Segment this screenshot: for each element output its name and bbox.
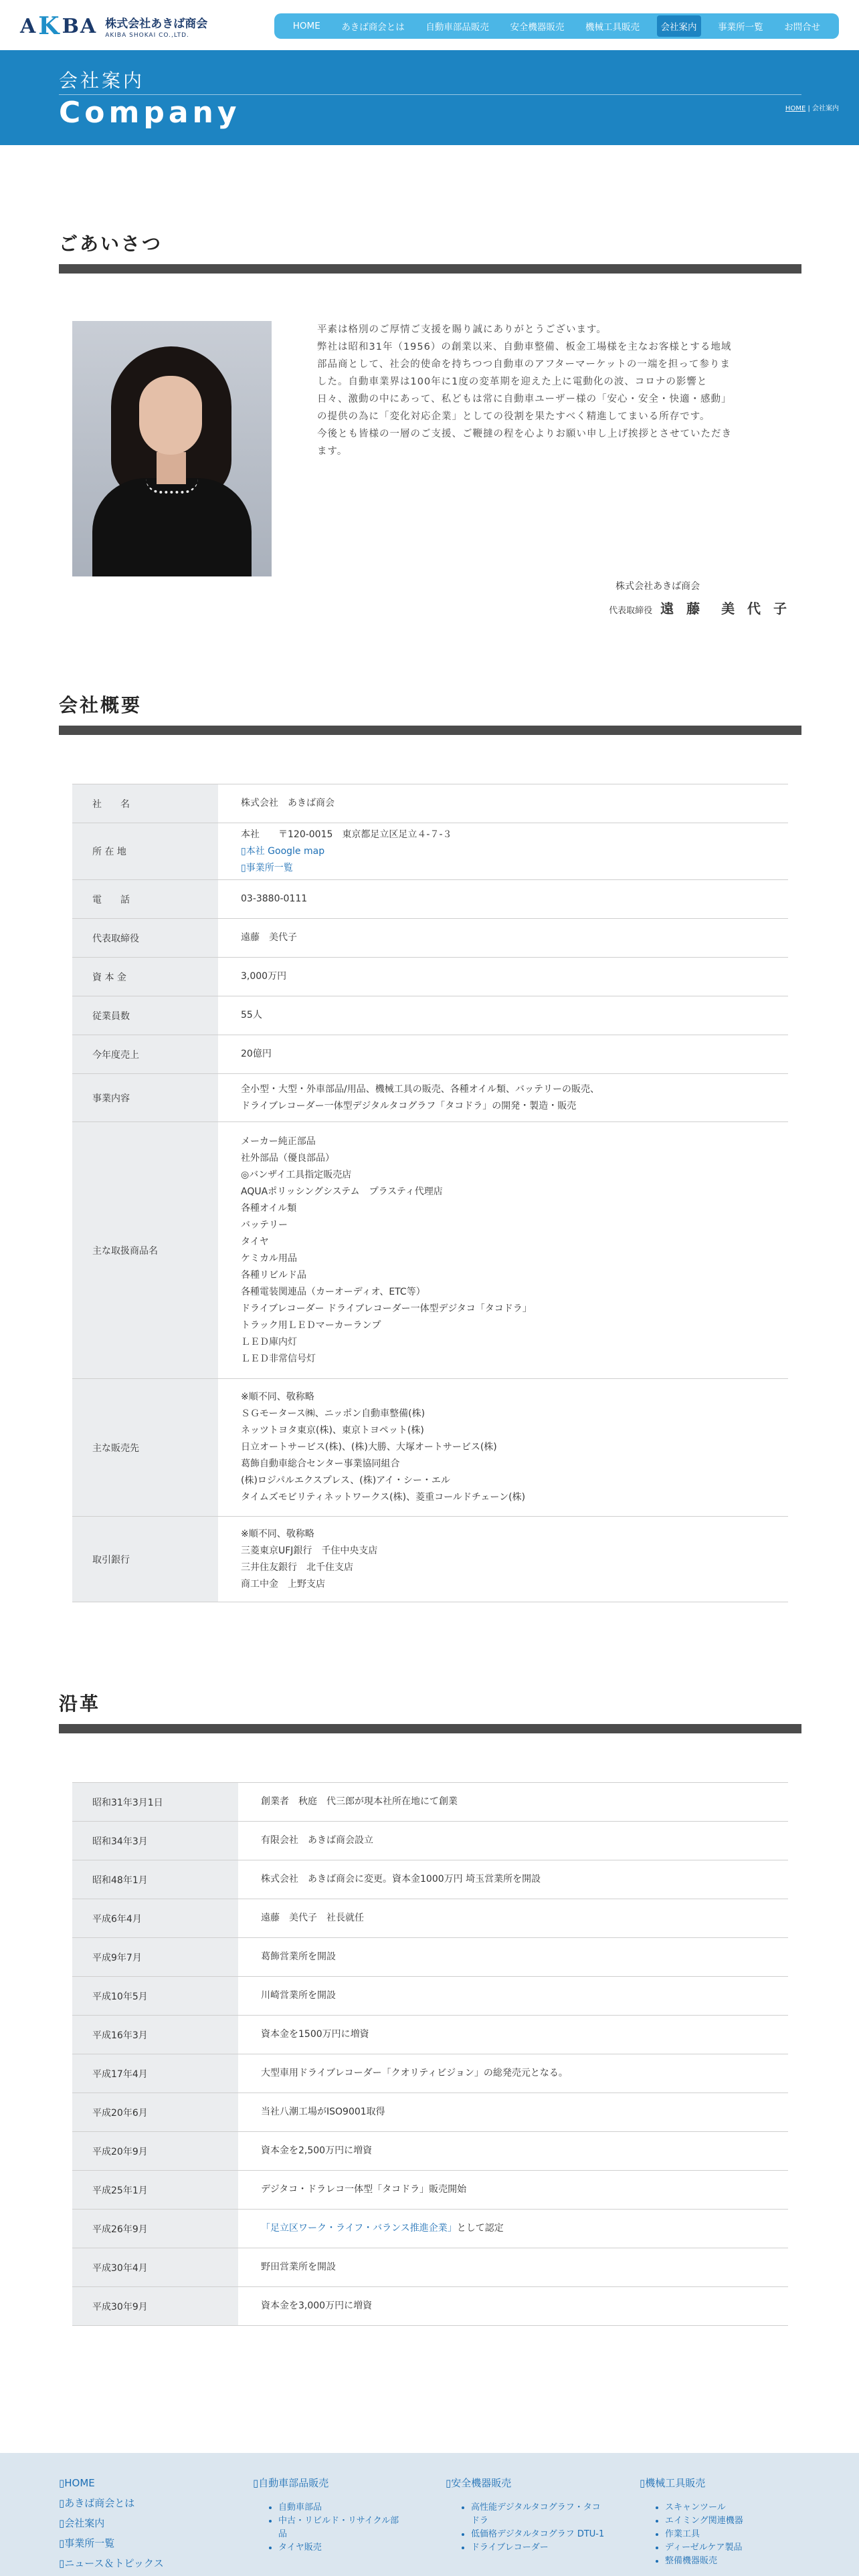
row-header: 所 在 地 <box>72 823 218 879</box>
signature-name: 遠 藤 美 代 子 <box>660 601 791 617</box>
row-header: 社 名 <box>72 784 218 823</box>
row-header: 事業内容 <box>72 1074 218 1121</box>
row-value: 3,000万円 <box>241 971 287 982</box>
site-footer <box>0 2453 859 2576</box>
list-icon: ▯ <box>241 862 246 873</box>
footer-link[interactable]: ▯会社案内 <box>59 2517 105 2529</box>
greeting-message <box>317 321 785 460</box>
history-event: 遠藤 美代子 社長就任 <box>261 1913 364 1923</box>
row-header: 今年度売上 <box>72 1035 218 1073</box>
history-event: 大型車用ドライブレコーダー「クオリティビジョン」の総発売元となる。 <box>261 2068 568 2078</box>
link-icon: ▯ <box>59 2557 65 2569</box>
footer-sub-link[interactable]: • ドライブレコーダー <box>471 2541 606 2555</box>
history-date: 昭和31年3月1日 <box>72 1783 238 1821</box>
breadcrumb <box>785 102 839 112</box>
table-row <box>72 2016 788 2054</box>
footer-link[interactable]: ▯ニュース＆トピックス <box>59 2557 164 2569</box>
history-event: 有限会社 あきば商会設立 <box>261 1835 373 1846</box>
history-date: 平成10年5月 <box>72 1977 238 2015</box>
president-photo <box>72 321 272 576</box>
google-map-link[interactable]: 本社 Google map <box>246 845 325 857</box>
nav-safety-equipment[interactable]: 安全機器販売 <box>510 22 565 33</box>
greeting-line: の提供の為に「変化対応企業」としての役割を果たすべく精進してまいる所存です。 <box>317 411 710 422</box>
nav-machine-tools[interactable]: 機械工具販売 <box>585 22 640 33</box>
table-row <box>72 1783 788 1822</box>
page-title-en: Company <box>59 96 241 130</box>
logo[interactable] <box>20 12 207 40</box>
nav-auto-parts[interactable]: 自動車部品販売 <box>425 22 489 33</box>
table-row <box>72 1035 788 1074</box>
signature-title: 代表取締役 <box>609 606 653 616</box>
footer-link[interactable]: ▯HOME <box>59 2477 95 2489</box>
footer-heading-link[interactable]: ▯安全機器販売 <box>446 2477 512 2489</box>
logo-letter: K <box>38 12 61 40</box>
history-section-title <box>59 1689 801 1733</box>
link-icon: ▯ <box>253 2477 259 2489</box>
section-heading: 沿革 <box>59 1693 101 1715</box>
greeting-line: した。自動車業界は100年に1度の変革期を迎えた上に電動化の波、コロナの影響と <box>317 377 708 387</box>
breadcrumb-current: 会社案内 <box>812 105 839 112</box>
table-row <box>72 1938 788 1977</box>
table-row <box>72 2132 788 2171</box>
footer-sub-link[interactable]: • タイヤ販売 <box>278 2541 407 2555</box>
history-event: 創業者 秋庭 代三郎が現本社所在地にて創業 <box>261 1796 458 1807</box>
company-overview-table <box>72 784 788 1602</box>
nav-home[interactable]: HOME <box>292 21 320 31</box>
footer-col-safety <box>446 2473 606 2555</box>
row-value: 全小型・大型・外車部品/用品、機械工具の販売、各種オイル類、バッテリーの販売、 ドライブレコーダー一体型デジタルタコグラフ「タコドラ」の開発・製造・販売 <box>241 1083 600 1111</box>
row-header: 資 本 金 <box>72 958 218 996</box>
section-divider <box>59 1724 801 1733</box>
greeting-line: ます。 <box>317 446 348 457</box>
table-row <box>72 2210 788 2248</box>
row-value: 03-3880-0111 <box>241 893 308 904</box>
table-row <box>72 2287 788 2326</box>
footer-sub-link[interactable]: • 作業工具 <box>665 2528 800 2541</box>
history-event: 資本金を2,500万円に増資 <box>261 2145 373 2156</box>
row-value: 遠藤 美代子 <box>241 932 297 943</box>
greeting-line: 部品商として、社会的使命を持ちつつ自動車のアフターマーケットの一端を担って参りま <box>317 359 731 370</box>
nav-offices[interactable]: 事業所一覧 <box>718 22 763 33</box>
history-event: 野田営業所を開設 <box>261 2262 336 2272</box>
table-row <box>72 784 788 823</box>
footer-sub-link[interactable]: • 自動車部品 <box>278 2501 407 2514</box>
section-heading: 会社概要 <box>59 694 142 716</box>
row-value: ※順不同、敬称略 三菱東京UFJ銀行 千住中央支店 三井住友銀行 北千住支店 商工中金 上野支店 <box>241 1528 378 1590</box>
section-divider <box>59 264 801 274</box>
history-event-text: として認定 <box>456 2223 504 2234</box>
history-date: 平成30年9月 <box>72 2287 238 2325</box>
row-header: 主な販売先 <box>72 1379 218 1516</box>
table-row <box>72 1899 788 1938</box>
row-value <box>218 823 788 879</box>
history-table <box>72 1782 788 2326</box>
logo-company-name: 株式会社あきば商会 <box>105 17 208 31</box>
greeting-section-title <box>59 229 801 274</box>
table-row <box>72 1074 788 1122</box>
table-row <box>72 1822 788 1860</box>
breadcrumb-separator: | <box>805 105 812 112</box>
footer-col-main <box>59 2473 164 2573</box>
global-nav <box>274 13 839 39</box>
table-row <box>72 1977 788 2016</box>
signature-company: 株式会社あきば商会 <box>615 581 700 592</box>
address-text: 本社 〒120-0015 東京都足立区足立４-７-３ <box>241 829 452 840</box>
row-value: メーカー純正部品 社外部品（優良部品） ◎バンザイ工具指定販売店 AQUAポリッシングシステム プラスティ代理店 各種オイル類 バッテリー タイヤ ケミカル用品 各種リビルド品 各種電装関連品（カーオーディオ、ETC等） ドライブレコーダー ドライブレコーダー一体型デジタコ「タコドラ」 トラック用ＬＥＤマーカーランプ ＬＥＤ庫内灯 ＬＥＤ非常信号灯 <box>241 1136 532 1364</box>
greeting-line: 弊社は昭和31年（1956）の創業以来、自動車整備、板金工場様を主なお客様とする地域 <box>317 342 732 352</box>
history-date: 昭和34年3月 <box>72 1822 238 1860</box>
row-header: 電 話 <box>72 880 218 918</box>
history-date: 平成20年6月 <box>72 2093 238 2131</box>
table-row <box>72 2171 788 2210</box>
logo-letter: BA <box>62 14 98 38</box>
history-date: 平成17年4月 <box>72 2054 238 2092</box>
logo-company-name-en: AKIBA SHOKAI CO.,LTD. <box>105 31 189 39</box>
logo-text <box>105 14 207 39</box>
history-event: 川崎営業所を開設 <box>261 1990 336 2001</box>
history-event: 資本金を3,000万円に増資 <box>261 2300 373 2311</box>
history-event: 資本金を1500万円に増資 <box>261 2029 369 2040</box>
history-event: デジタコ・ドラレコ一体型「タコドラ」販売開始 <box>261 2184 467 2195</box>
nav-company[interactable]: 会社案内 <box>657 15 701 37</box>
link-icon: ▯ <box>59 2477 65 2489</box>
site-header <box>0 0 859 50</box>
map-pin-icon: ▯ <box>241 845 246 857</box>
history-date: 平成9年7月 <box>72 1938 238 1976</box>
footer-link[interactable]: ▯事業所一覧 <box>59 2537 115 2549</box>
row-value: 55人 <box>241 1010 262 1021</box>
row-value: 20億円 <box>241 1049 272 1059</box>
footer-sub-link[interactable]: • 中古・リビルド・リサイクル部品 <box>278 2514 407 2541</box>
table-row <box>72 1122 788 1379</box>
footer-col-tools <box>640 2473 800 2568</box>
link-icon: ▯ <box>640 2477 646 2489</box>
history-date: 平成25年1月 <box>72 2171 238 2209</box>
table-row <box>72 880 788 919</box>
link-icon: ▯ <box>59 2497 65 2509</box>
link-icon: ▯ <box>59 2537 65 2549</box>
greeting-line: 今後とも皆様の一層のご支援、ご鞭撻の程を心よりお願い申し上げ挨拶とさせていただき <box>317 429 732 439</box>
history-date: 平成30年4月 <box>72 2248 238 2286</box>
row-header: 主な取扱商品名 <box>72 1122 218 1378</box>
row-header: 代表取締役 <box>72 919 218 957</box>
history-date: 昭和48年1月 <box>72 1860 238 1899</box>
table-row <box>72 1379 788 1517</box>
table-row <box>72 919 788 958</box>
greeting-line: 平素は格別のご厚情ご支援を賜り誠にありがとうございます。 <box>317 324 607 335</box>
link-icon: ▯ <box>59 2517 65 2529</box>
link-icon: ▯ <box>446 2477 452 2489</box>
history-date: 平成26年9月 <box>72 2210 238 2248</box>
footer-heading-link[interactable]: ▯機械工具販売 <box>640 2477 706 2489</box>
signature-representative <box>609 598 791 617</box>
breadcrumb-home[interactable]: HOME <box>785 105 806 112</box>
row-header: 取引銀行 <box>72 1517 218 1602</box>
footer-sub-link[interactable]: • 整備機器販売 <box>665 2555 800 2568</box>
row-header: 従業員数 <box>72 996 218 1035</box>
table-row <box>72 2054 788 2093</box>
nav-contact[interactable]: お問合せ <box>784 22 821 33</box>
page-title: 会社案内 <box>59 70 145 92</box>
office-list-link[interactable]: 事業所一覧 <box>246 862 293 873</box>
table-row <box>72 2093 788 2132</box>
table-row <box>72 958 788 996</box>
footer-sub-link[interactable]: • 高性能デジタルタコグラフ・タコドラ <box>471 2501 606 2528</box>
section-heading: ごあいさつ <box>59 233 163 255</box>
row-value: ※順不同、敬称略 ＳＧモータース㈱、ニッポン自動車整備(株) ネッツトヨタ東京(株)、東京トヨペット(株) 日立オートサービス(株)、(株)大勝、大塚オートサービス(株) 葛飾自動車総合センター事業協同組合 (株)ロジパルエクスプレス、(株)アイ・シー・エル タイムズモビリティネットワークス(株)、菱重コールドチェーン(株) <box>241 1392 526 1503</box>
section-divider <box>59 726 801 735</box>
work-life-balance-link[interactable]: 「足立区ワーク・ライフ・バランス推進企業」 <box>261 2223 457 2234</box>
history-date: 平成16年3月 <box>72 2016 238 2054</box>
row-value: 株式会社 あきば商会 <box>241 798 335 809</box>
nav-about[interactable]: あきば商会とは <box>341 22 405 33</box>
history-event: 当社八潮工場がISO9001取得 <box>261 2107 385 2117</box>
table-row <box>72 823 788 880</box>
history-event <box>238 2210 788 2248</box>
logo-mark <box>20 12 97 40</box>
logo-letter: A <box>20 14 37 38</box>
footer-sub-link[interactable]: • 低価格デジタルタコグラフ DTU-1 <box>471 2528 606 2541</box>
footer-link[interactable]: ▯あきば商会とは <box>59 2497 135 2509</box>
table-row <box>72 996 788 1035</box>
greeting-line: 日々、激動の中にあって、私どもは常に自動車ユーザー様の「安心・安全・快適・感動」 <box>317 394 732 405</box>
footer-sub-link[interactable]: • ディーゼルケア製品 <box>665 2541 800 2555</box>
history-date: 平成20年9月 <box>72 2132 238 2170</box>
table-row <box>72 2248 788 2287</box>
footer-sub-link[interactable]: • エイミング関連機器 <box>665 2514 800 2528</box>
footer-heading-link[interactable]: ▯自動車部品販売 <box>253 2477 329 2489</box>
overview-section-title <box>59 691 801 735</box>
footer-col-auto-parts <box>253 2473 407 2555</box>
greeting-signature <box>609 579 791 617</box>
footer-sub-link[interactable]: • スキャンツール <box>665 2501 800 2514</box>
history-event: 株式会社 あきば商会に変更。資本金1000万円 埼玉営業所を開設 <box>261 1874 541 1885</box>
history-date: 平成6年4月 <box>72 1899 238 1937</box>
table-row <box>72 1517 788 1602</box>
history-event: 葛飾営業所を開設 <box>261 1951 336 1962</box>
page-hero <box>0 50 859 145</box>
table-row <box>72 1860 788 1899</box>
hero-divider <box>59 94 801 95</box>
